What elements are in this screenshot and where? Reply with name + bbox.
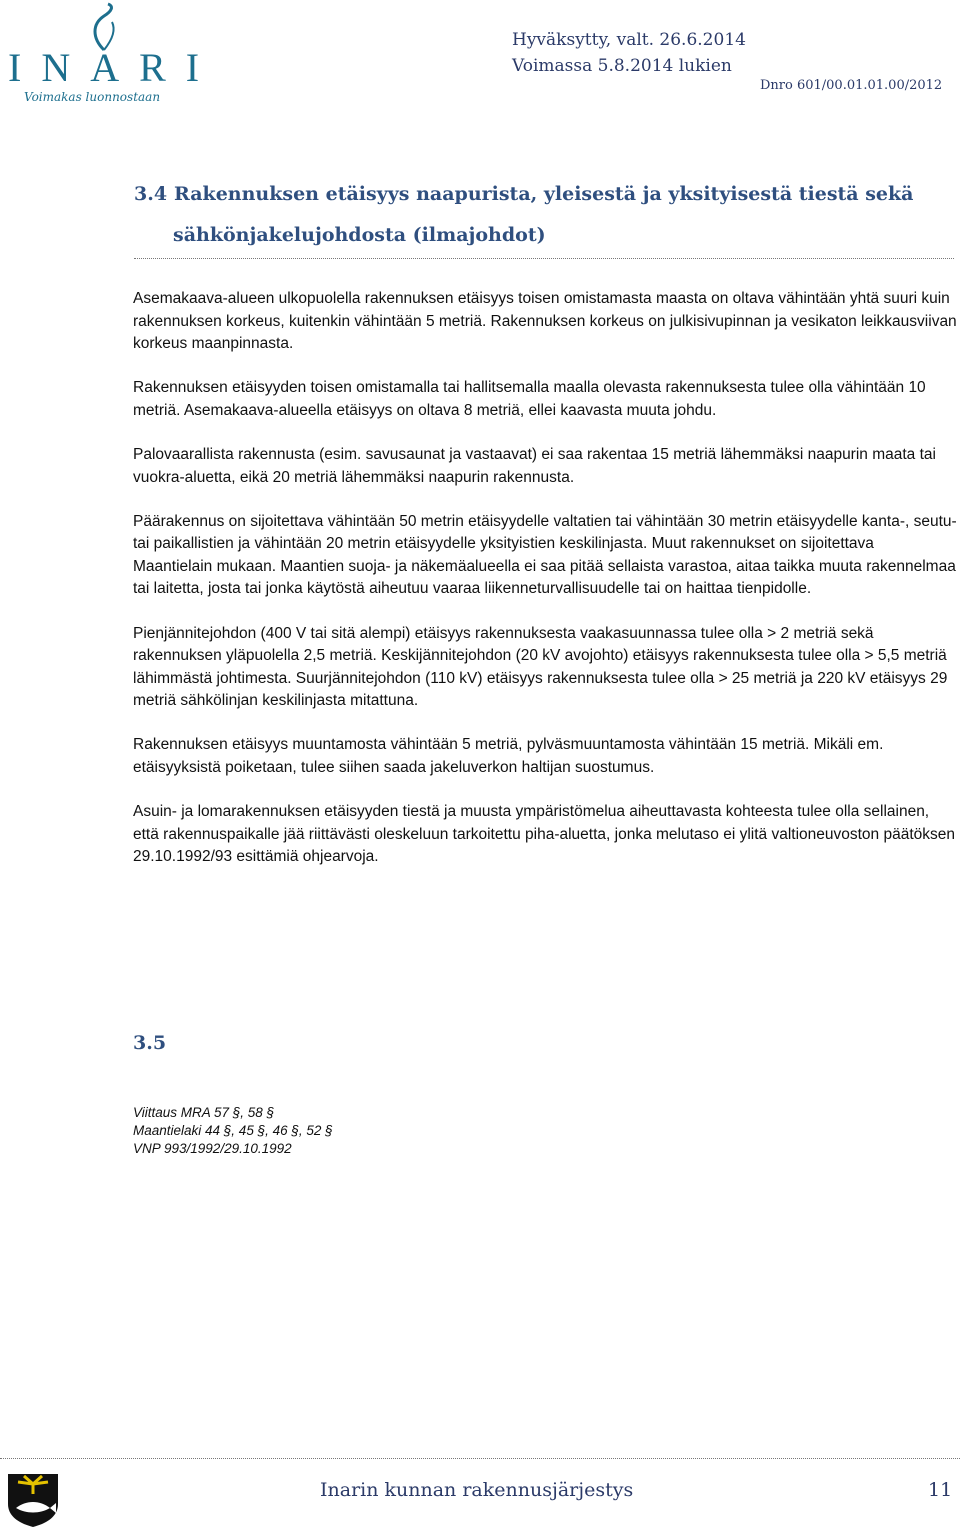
paragraph: Rakennuksen etäisyys muuntamosta vähintään 5 metriä, pylväsmuuntamosta vähintään 15 metriä. Mikäli em. etäisyyksistä poiketaan, tulee siihen saada jakeluverkon haltijan suostumus. [133,736,884,776]
paragraph: Palovaarallista rakennusta (esim. savusaunat ja vastaavat) ei saa rakentaa 15 metriä lähemmäksi naapurin maata tai vuokra-aluetta, eikä 20 metriä lähemmäksi naapurin rakennusta. [133,445,936,486]
inari-logo [4,2,220,106]
valid-from-date: Voimassa 5.8.2014 lukien [512,56,732,76]
reference-item: VNP 993/1992/29.10.1992 [133,1141,292,1156]
logo-slogan: Voimakas luonnostaan [24,90,161,104]
section-number: 3.4 [134,183,168,205]
paragraph: Päärakennus on sijoitettava vähintään 50 metrin etäisyydelle valtatien tai vähintään 30 metrin etäisyydelle kanta-, seutu- tai paikallistien ja vähintään 20 metrin etäisyydelle yksityistien keskilinjasta. Muut rakennukset on sijoitettava Maantielain mukaan. Maantien suoja- ja näkemäalueella ei saa pitää sellaista varastoa, aitaa taikka muuta rakennelmaa tai laitetta, josta tai jonka käytöstä aiheutuu vaaraa liikenneturvallisuudelle tai on haittaa tienpidolle. [133,512,957,598]
section-title-line2: sähkönjakelujohdosta (ilmajohdot) [173,224,546,246]
paragraph: Rakennuksen etäisyyden toisen omistamalla tai hallitsemalla maalla olevasta rakennuksesta tulee olla vähintään 10 metriä. Asemakaava-alueella etäisyys on oltava 8 metriä, ellei kaavasta muuta johdu. [133,379,926,419]
footer-divider [0,1458,960,1459]
section-title [134,174,944,256]
page-number: 11 [928,1479,953,1501]
municipal-crest-icon [4,1470,62,1528]
logo-wordmark: INARI [8,45,220,90]
paragraph: Asuin- ja lomarakennuksen etäisyyden tiestä ja muusta ympäristömelua aiheuttavasta kohteesta tulee olla sellainen, että rakennuspaikalle jää riittävästi oleskeluun tarkoitettu piha-aluetta, jonka melutaso ei ylitä valtioneuvoston päätöksen 29.10.1992/93 esittämiä ohjearvoja. [133,803,955,866]
document-number: Dnro 601/00.01.01.00/2012 [760,78,943,93]
section-body [133,288,957,890]
section-divider [134,258,954,259]
footer-title: Inarin kunnan rakennusjärjestys [320,1479,634,1501]
references-list [133,1104,333,1158]
paragraph: Pienjännitejohdon (400 V tai sitä alempi) etäisyys rakennuksesta vaakasuunnassa tulee olla > 2 metriä sekä rakennuksen yläpuolella 2,5 metriä. Keskijännitejohdon (20 kV avojohto) etäisyys rakennuksesta tulee olla > 5,5 metriä lähimmästä johtimesta. Suurjännitejohdon (110 kV) etäisyys rakennuksesta tulee olla > 25 metriä ja 220 kV etäisyys 29 metriä sähkölinjan keskilinjasta mitattuna. [133,624,948,710]
section-title-line1: Rakennuksen etäisyys naapurista, yleisestä ja yksityisestä tiestä sekä [174,183,914,205]
approved-date: Hyväksytty, valt. 26.6.2014 [512,30,746,50]
subsection-number: 3.5 [133,1032,167,1054]
reference-item: Viittaus MRA 57 §, 58 § [133,1105,275,1120]
paragraph: Asemakaava-alueen ulkopuolella rakennuksen etäisyys toisen omistamasta maasta on oltava vähintään yhtä suuri kuin rakennuksen korkeus, kuitenkin vähintään 5 metriä. Rakennuksen korkeus on julkisivupinnan ja vesikaton leikkausviivan korkeus maanpinnasta. [133,290,957,353]
reference-item: Maantielaki 44 §, 45 §, 46 §, 52 § [133,1123,333,1138]
